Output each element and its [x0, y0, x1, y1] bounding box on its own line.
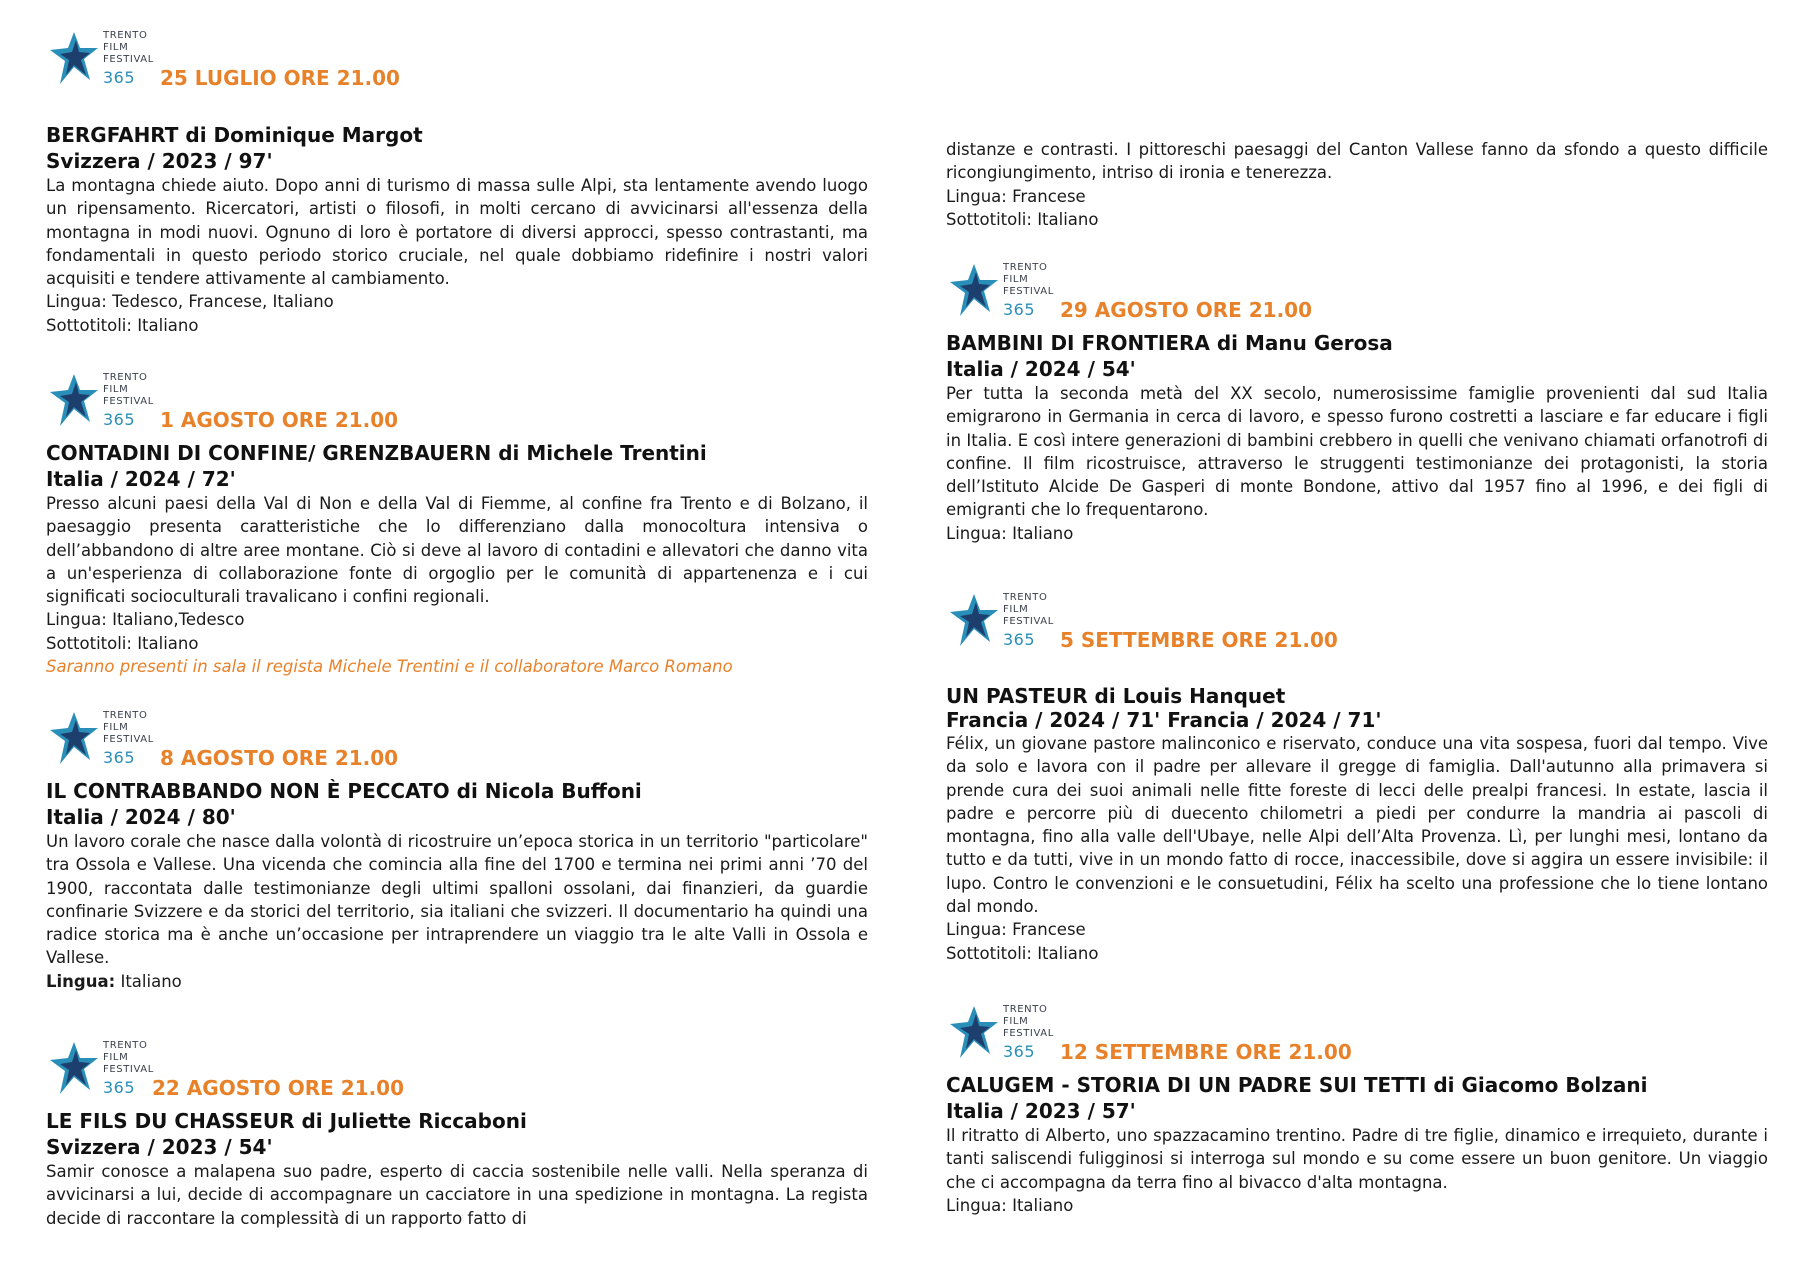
event-note: Saranno presenti in sala il regista Michele Trentini e il collaboratore Marco Romano: [46, 657, 733, 677]
festival-logo: [46, 28, 162, 90]
logo-number: 365: [103, 748, 136, 767]
event-meta: Italia / 2024 / 54': [946, 357, 1136, 381]
event-meta: Italia / 2024 / 72': [46, 467, 236, 491]
event-date: 22 AGOSTO ORE 21.00: [152, 1076, 404, 1100]
event-title: BERGFAHRT di Dominique Margot: [46, 123, 423, 147]
event-sottotitoli: Sottotitoli: Italiano: [946, 943, 1099, 963]
festival-logo: [46, 708, 162, 770]
event-description-continued: distanze e contrasti. I pittoreschi paesaggi del Canton Vallese fanno da sfondo a questo difficile ricongiungimento, intriso di ironia e tenerezza.: [946, 140, 1768, 183]
event-description: La montagna chiede aiuto. Dopo anni di turismo di massa sulle Alpi, sta lentamente avendo luogo un ripensamento. Ricercatori, artisti o filosofi, in molti cercano di avvicinarsi all'essenza della montagna in modi nuovi. Ognuno di loro è portatore di diversi approcci, spesso contrastanti, ma fondamentali in questo periodo storico cruciale, nel quale dobbiamo ridefinire i nostri valori acquisiti e tendere attivamente al cambiamento.: [46, 176, 868, 289]
festival-logo: [946, 260, 1062, 322]
event-title: IL CONTRABBANDO NON È PECCATO di Nicola Buffoni: [46, 779, 642, 803]
festival-logo: [46, 370, 162, 432]
star-logo-icon: [46, 370, 102, 430]
event-title: UN PASTEUR di Louis Hanquet: [946, 684, 1286, 708]
logo-number: 365: [103, 1078, 136, 1097]
event-header: [946, 260, 1768, 322]
event-sottotitoli: Sottotitoli: Italiano: [46, 633, 199, 653]
event-continuation: [946, 138, 1768, 231]
event-meta: Francia / 2024 / 71' Francia / 2024 / 71': [946, 708, 1382, 732]
logo-number: 365: [103, 68, 136, 87]
logo-wordmark: TRENTO FILM FESTIVAL: [1003, 1004, 1054, 1039]
event-lingua: [46, 970, 868, 993]
event-description: Presso alcuni paesi della Val di Non e della Val di Fiemme, al confine fra Trento e di Bolzano, il paesaggio presenta caratteristiche che lo differenziano dalla monocoltura intensiva o dell’abbandono di altre aree montane. Ciò si deve al lavoro di contadini e allevatori che danno vita a un'esperienza di collaborazione fonte di orgoglio per le comunità di appartenenza e i cui significati socioculturali travalicano i confini regionali.: [46, 494, 868, 607]
event-meta: Italia / 2023 / 57': [946, 1099, 1136, 1123]
event-lingua: Lingua: Francese: [946, 186, 1086, 206]
star-logo-icon: [946, 1002, 1002, 1062]
event-date: 29 AGOSTO ORE 21.00: [1060, 298, 1312, 322]
event-lingua: Lingua: Tedesco, Francese, Italiano: [46, 292, 334, 312]
logo-wordmark: TRENTO FILM FESTIVAL: [1003, 262, 1054, 297]
event-header: [946, 1002, 1768, 1064]
logo-wordmark: TRENTO FILM FESTIVAL: [1003, 592, 1054, 627]
event-description: Samir conosce a malapena suo padre, esperto di caccia sostenibile nelle valli. Nella speranza di avvicinarsi a lui, decide di accompagnare un cacciatore in una spedizione in montagna. La regista decide di raccontare la complessità di un rapporto fatto di: [46, 1162, 868, 1228]
event-block: [946, 590, 1768, 965]
festival-logo: [946, 1002, 1062, 1064]
event-header: [946, 590, 1768, 652]
event-description: Il ritratto di Alberto, uno spazzacamino trentino. Padre di tre figlie, dinamico e irrequieto, durante i tanti saliscendi fuligginosi si interroga sul mondo e su come essere un buon genitore. Un viaggio che ci accompagna da terra fino al bivacco d'alta montagna.: [946, 1126, 1768, 1192]
event-meta: Italia / 2024 / 80': [46, 805, 236, 829]
logo-number: 365: [103, 410, 136, 429]
star-logo-icon: [46, 28, 102, 88]
event-block: [46, 1038, 868, 1230]
event-header: [46, 370, 868, 432]
event-meta: Svizzera / 2023 / 54': [46, 1135, 273, 1159]
event-sottotitoli: Sottotitoli: Italiano: [46, 315, 199, 335]
event-header: [46, 708, 868, 770]
event-header: [46, 1038, 868, 1100]
lingua-value: Italiano: [115, 971, 182, 991]
event-block: [46, 28, 868, 337]
logo-wordmark: TRENTO FILM FESTIVAL: [103, 1040, 154, 1075]
event-header: [46, 28, 868, 90]
event-title: BAMBINI DI FRONTIERA di Manu Gerosa: [946, 331, 1393, 355]
event-title: CALUGEM - STORIA DI UN PADRE SUI TETTI di Giacomo Bolzani: [946, 1073, 1648, 1097]
festival-logo: [946, 590, 1062, 652]
logo-wordmark: TRENTO FILM FESTIVAL: [103, 710, 154, 745]
event-sottotitoli: Sottotitoli: Italiano: [946, 209, 1099, 229]
logo-number: 365: [1003, 300, 1036, 319]
event-meta: Svizzera / 2023 / 97': [46, 149, 273, 173]
event-block: [46, 370, 868, 678]
event-title: CONTADINI DI CONFINE/ GRENZBAUERN di Michele Trentini: [46, 441, 707, 465]
event-title: LE FILS DU CHASSEUR di Juliette Riccaboni: [46, 1109, 527, 1133]
event-description: Félix, un giovane pastore malinconico e riservato, conduce una vita sospesa, fuori dal tempo. Vive da solo e lavora con il padre per allevare il gregge di famiglia. Dall'autunno alla primavera si prende cura dei suoi animali nelle fitte foreste di lecci delle prealpi francesi. In estate, lascia il padre e percorre più di duecento chilometri a piedi per condurre la mandria ai pascoli di montagna, fino alla valle dell'Ubaye, nelle Alpi dell’Alta Provenza. Lì, per lunghi mesi, lontano da tutto e da tutti, vive in un mondo fatto di rocce, inaccessibile, dove si aggira un essere invisibile: il lupo. Contro le convenzioni e le consuetudini, Félix ha scelto una professione che lo tiene lontano dal mondo.: [946, 734, 1768, 917]
event-block: [46, 708, 868, 993]
logo-number: 365: [1003, 630, 1036, 649]
event-date: 5 SETTEMBRE ORE 21.00: [1060, 628, 1338, 652]
event-date: 25 LUGLIO ORE 21.00: [160, 66, 400, 90]
lingua-label: Lingua:: [46, 971, 116, 991]
event-description: Per tutta la seconda metà del XX secolo, numerosissime famiglie provenienti dal sud Italia emigrarono in Germania in cerca di lavoro, e spesso furono costretti a lasciare e far educare i figli in Italia. E così intere generazioni di bambini crebbero in quelli che venivano chiamati orfanotrofi di confine. Il film ricostruisce, attraverso le struggenti testimonianze dei protagonisti, la storia dell’Istituto Alcide De Gasperi di monte Bondone, attivo dal 1957 fino al 1996, e dei figli di emigranti che lo frequentarono.: [946, 384, 1768, 520]
star-logo-icon: [46, 708, 102, 768]
event-lingua: Lingua: Italiano,Tedesco: [46, 610, 245, 630]
logo-wordmark: TRENTO FILM FESTIVAL: [103, 372, 154, 407]
logo-number: 365: [1003, 1042, 1036, 1061]
event-date: 8 AGOSTO ORE 21.00: [160, 746, 399, 770]
event-block: [946, 1002, 1768, 1217]
star-logo-icon: [46, 1038, 102, 1098]
event-lingua: Lingua: Italiano: [946, 523, 1074, 543]
star-logo-icon: [946, 590, 1002, 650]
event-date: 12 SETTEMBRE ORE 21.00: [1060, 1040, 1352, 1064]
event-description: Un lavoro corale che nasce dalla volontà di ricostruire un’epoca storica in un territorio "particolare" tra Ossola e Vallese. Una vicenda che comincia alla fine del 1700 e termina nei primi anni ’70 del 1900, raccontata dalle testimonianze degli ultimi spalloni ossolani, dai finanzieri, da guardie confinarie Svizzere e da storici del territorio, sia italiani che svizzeri. Il documentario ha quindi una radice storica ma è anche un’occasione per intraprendere un viaggio tra le alte Valli in Ossola e Vallese.: [46, 832, 868, 968]
event-lingua: Lingua: Italiano: [946, 1195, 1074, 1215]
event-block: [946, 260, 1768, 545]
event-lingua: Lingua: Francese: [946, 920, 1086, 940]
event-date: 1 AGOSTO ORE 21.00: [160, 408, 399, 432]
festival-logo: [46, 1038, 162, 1100]
star-logo-icon: [946, 260, 1002, 320]
logo-wordmark: TRENTO FILM FESTIVAL: [103, 30, 154, 65]
